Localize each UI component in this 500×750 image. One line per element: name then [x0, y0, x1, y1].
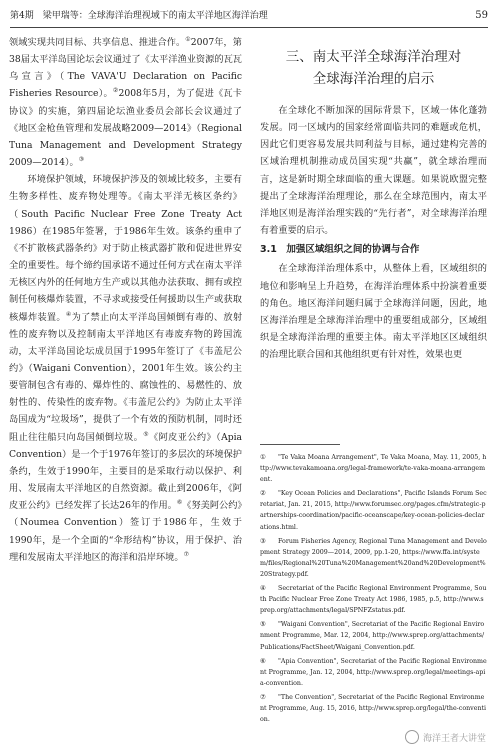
right-column — [260, 34, 487, 363]
left-column — [9, 34, 242, 566]
footnote: ⑥ "Apia Convention", Secretariat of the Pacific Regional Environment Programme, Jan. 12, 2004, http://www.sprep.org/legal/meetings-apia-convention. — [260, 657, 487, 687]
footnote: ② "Key Ocean Policies and Declarations", Pacific Islands Forum Secretariat, Jan. 21, 2015, http://www.forumsec.org/pages.cfm/strategic-partnerships-coordination/pacific-oceanscape/key-ocean-policies-declarations.html. — [260, 490, 487, 531]
paragraph: 环境保护领域，环境保护涉及的领域比较多，主要有生物多样性、废弃物处理等。《南太平洋无核区条约》（South Pacific Nuclear Free Zone Treaty Act 1986）在1985年签署，于1986年生效。该条约重申了《不扩散核武器条约》对于防止核武器扩散和促进世界安全的重要性。每个缔约国承诺不通过任何方式在南太平洋无核区内外的任何地方生产或以其他办法获取、拥有或控制任何核爆炸装置，不寻求或接受任何援助以生产或获取核爆炸装置。④为了禁止向太平洋岛国倾倒有毒的、放射性的废弃物以及控制南太平洋地区有毒废弃物的跨国流动，太平洋岛国论坛成员国于1995年签订了《韦盖尼公约》（Waigani Convention），2001年生效。该公约主要管制包含有毒的、爆炸性的、腐蚀性的、易燃性的、放射性的、传染性的废弃物。《韦盖尼公约》为防止太平洋岛国成为“垃圾场”，提供了一个有效的预防机制，同时还阻止往往船只向岛国倾倒垃圾。⑤《阿皮亚公约》（Apia Convention）是一个于1976年签订的多层次的环境保护条约，生效于1990年，主要目的是采取行动以保护、利用、发展南太平洋地区的自然资源。截止到2006年，《阿皮亚公约》已经发挥了长达26年的作用。⑥《努美阿公约》（Noumea Convention）签订于1986年，生效于1990年，是一个全面的“伞形结构”协议，用于保护、治理和发展南太平洋地区的海洋和沿岸环境。⑦ — [9, 174, 243, 563]
paragraph: 领域实现共同目标、共享信息、推进合作。①2007年，第38届太平洋岛国论坛会议通过了《太平洋渔业资源的瓦瓦乌宣言》（The VAVA'U Declaration on Pacific Fisheries Resource）。②2008年5月，为了促进《瓦卡协议》的实施，第四届论坛渔业委员会部长会议通过了《地区金枪鱼管理和发展战略2009—2014》（Regional Tuna Management and Development Strategy 2009—2014）。③ — [9, 35, 242, 169]
header-journal-title: 第4期 梁甲瑞等：全球海洋治理视域下的南太平洋地区海洋治理 — [10, 11, 268, 21]
footnote-ref[interactable]: ③ — [78, 156, 85, 164]
watermark-text: 海洋王者大讲堂 — [422, 733, 486, 744]
footnote-ref[interactable]: ⑤ — [143, 430, 149, 438]
footnotes — [260, 452, 487, 728]
footnote: ④ Secretariat of the Pacific Regional Environment Programme, South Pacific Nuclear Free Zone Treaty Act 1986, 1985, p.5, http://www.sprep.org/attachments/legal/SPNFZstatus.pdf. — [260, 585, 487, 615]
paragraph: 在全球海洋治理体系中，从整体上看，区域组织的地位和影响呈上升趋势，在海洋治理体系中扮演着重要的角色。地区海洋问题归属于全球海洋问题，因此，地区海洋治理是全球海洋治理中的重要组成部分，区域组织是全球海洋治理的重要主体。南太平洋地区区域组织的治理比联合国和其他组织更有针对性，效果也更 — [260, 263, 487, 361]
watermark — [405, 730, 486, 744]
footnote: ① "Te Vaka Moana Arrangement", Te Vaka Moana, May. 11, 2005, http://www.tevakamoana.org/legal-framework/te-vaka-moana-arrangement. — [260, 454, 487, 484]
footnote-ref[interactable]: ② — [112, 87, 119, 95]
paragraph: 在全球化不断加深的国际背景下，区域一体化蓬勃发展。同一区域内的国家经常面临共同的难题或危机，因此它们更容易发展共同利益与目标，通过建构完善的区域治理机制推动成员国实现“共赢”，就全球治理而言，这是新时期全球面临的重大课题。如果说欧盟完整提出了全球海洋治理理论，那么在全球范围内，南太平洋地区则是海洋治理实践的“先行者”，对全球海洋治理有着重要的启示。 — [260, 105, 487, 237]
footnote-ref[interactable]: ④ — [65, 310, 72, 318]
footnote-divider — [260, 444, 340, 445]
footnote-ref[interactable]: ⑥ — [176, 499, 183, 507]
footnote-ref[interactable]: ⑦ — [183, 550, 189, 558]
footnote: ⑤ "Waigani Convention", Secretariat of the Pacific Regional Environment Programme, Mar. 12, 2004, http://www.sprep.org/attachments/Publications/FactSheet/Waigani_Convention.pdf. — [260, 621, 485, 651]
wechat-icon — [405, 730, 419, 744]
running-header — [10, 5, 488, 28]
footnote-ref[interactable]: ① — [185, 35, 191, 43]
subsection-title: 3.1 加强区域组织之间的协调与合作 — [260, 244, 420, 256]
page-number: 59 — [475, 10, 488, 21]
footnote: ⑦ "The Convention", Secretariat of the Pacific Regional Environment Programme, Aug. 15, 2016, http://www.sprep.org/legal/the-convention. — [260, 693, 487, 724]
footnote: ③ Forum Fisheries Agency, Regional Tuna Management and Development Strategy 2009—2014, 2009, pp.1-20, https://www.ffa.int/system/files/Regional%20Tuna%20Management%20and%20Development%20Strategy.pdf. — [260, 537, 487, 578]
section-title: 三、南太平洋全球海洋治理对 全球海洋治理的启示 — [285, 49, 462, 87]
